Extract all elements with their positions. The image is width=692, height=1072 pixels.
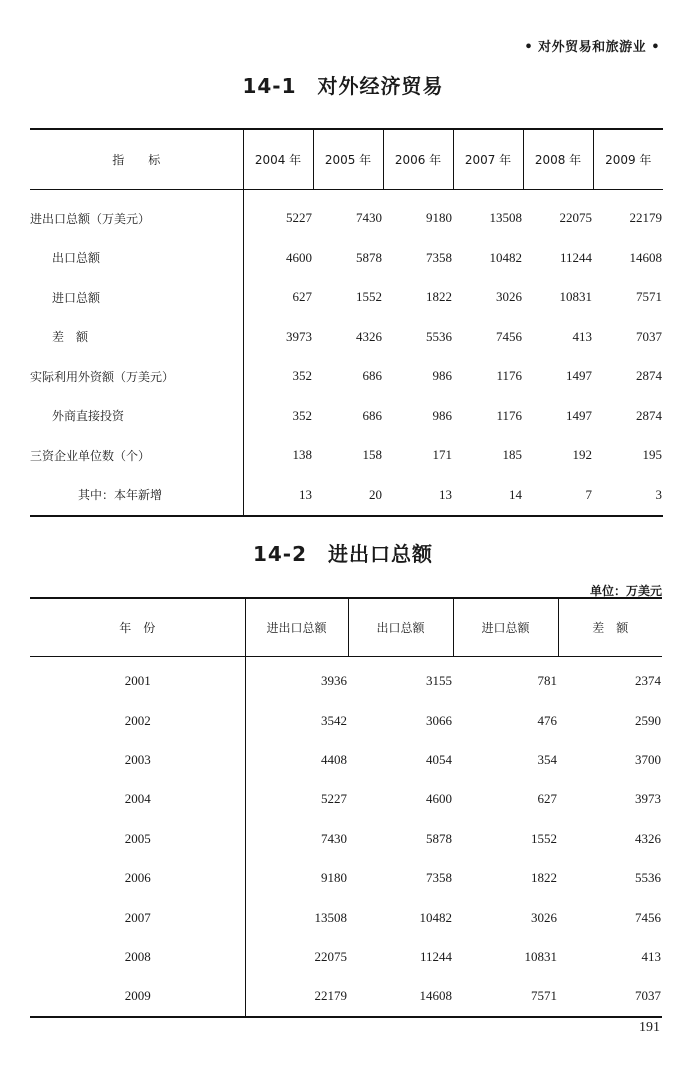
- cell-value: 1552: [531, 830, 557, 846]
- cell-value: 7456: [635, 909, 661, 925]
- year-header: 2005 年: [313, 129, 383, 189]
- table-row: [30, 357, 663, 397]
- cell-value: 3: [593, 475, 663, 516]
- row-label: 进口总额: [30, 278, 243, 318]
- import-export-table: [30, 597, 662, 1018]
- cell-value: 1497: [566, 368, 592, 384]
- cell-value: 3026: [531, 909, 557, 925]
- cell-value: 7358: [426, 870, 452, 886]
- cell-value: 2874: [636, 368, 662, 384]
- cell-value: 9180: [321, 870, 347, 886]
- cell-value: 2874: [636, 407, 662, 423]
- year-cell: 2006: [30, 858, 245, 897]
- table1-header-row: [30, 129, 663, 189]
- cell-value: 7430: [321, 830, 347, 846]
- cell-value: 2590: [635, 712, 661, 728]
- cell-value: 986: [432, 407, 452, 423]
- unit-label: 单位：万美元: [589, 584, 662, 598]
- cell-value: 4326: [635, 830, 661, 846]
- cell-value: 195: [642, 447, 662, 463]
- cell-value: 7430: [356, 210, 382, 226]
- table-row: [30, 396, 663, 436]
- cell-value: 627: [537, 791, 557, 807]
- table-row: [30, 740, 662, 779]
- cell-value: 413: [641, 948, 661, 964]
- cell-value: 986: [432, 368, 452, 384]
- cell-value: 686: [362, 407, 382, 423]
- cell-value: 171: [432, 447, 452, 463]
- cell-value: 4600: [426, 791, 452, 807]
- cell-value: 7571: [453, 977, 558, 1017]
- cell-value: 22179: [629, 210, 662, 226]
- cell-value: 7456: [496, 328, 522, 344]
- cell-value: 1176: [496, 407, 522, 423]
- cell-value: 14608: [629, 249, 662, 265]
- cell-value: 10831: [524, 948, 557, 964]
- cell-value: 5536: [426, 328, 452, 344]
- foreign-trade-table: [30, 128, 663, 517]
- table-row: [30, 977, 662, 1017]
- table-row: [30, 937, 662, 976]
- cell-value: 11244: [559, 249, 592, 265]
- cell-value: 5227: [321, 791, 347, 807]
- year-cell: 2002: [30, 701, 245, 740]
- cell-value: 1822: [531, 870, 557, 886]
- cell-value: 11244: [419, 948, 452, 964]
- cell-value: 1822: [426, 289, 452, 305]
- import-column-header: 进口总额: [453, 598, 558, 656]
- table-row: [30, 189, 663, 238]
- row-label: 进出口总额（万美元）: [30, 189, 243, 238]
- cell-value: 3155: [426, 673, 452, 689]
- cell-value: 3700: [635, 751, 661, 767]
- cell-value: 1552: [356, 289, 382, 305]
- table-row: [30, 819, 662, 858]
- table-row: [30, 701, 662, 740]
- cell-value: 5878: [356, 249, 382, 265]
- cell-value: 5878: [426, 830, 452, 846]
- balance-column-header: 差 额: [558, 598, 662, 656]
- cell-value: 4600: [286, 249, 312, 265]
- section-header: • 对外贸易和旅游业 •: [524, 40, 660, 55]
- table2-header-row: [30, 598, 662, 656]
- table-row: [30, 475, 663, 516]
- cell-value: 7358: [426, 249, 452, 265]
- table-row: [30, 858, 662, 897]
- row-label: 三资企业单位数（个）: [30, 436, 243, 476]
- row-label: 出口总额: [30, 238, 243, 278]
- table-row: [30, 278, 663, 318]
- table2-title: 14-2 进出口总额: [252, 542, 434, 566]
- cell-value: 4408: [321, 751, 347, 767]
- cell-value: 3542: [321, 712, 347, 728]
- cell-value: 413: [572, 328, 592, 344]
- cell-value: 13: [383, 475, 453, 516]
- cell-value: 1176: [496, 368, 522, 384]
- year-cell: 2004: [30, 780, 245, 819]
- cell-value: 7571: [636, 289, 662, 305]
- cell-value: 13: [243, 475, 313, 516]
- row-label: 实际利用外资额（万美元）: [30, 357, 243, 397]
- indicator-header: 指 标: [30, 129, 243, 189]
- cell-value: 5536: [635, 870, 661, 886]
- cell-value: 22075: [559, 210, 592, 226]
- cell-value: 352: [292, 368, 312, 384]
- cell-value: 354: [537, 751, 557, 767]
- cell-value: 352: [292, 407, 312, 423]
- cell-value: 3026: [496, 289, 522, 305]
- year-cell: 2009: [30, 977, 245, 1017]
- table1-title: 14-1 对外经济贸易: [242, 74, 444, 98]
- total-column-header: 进出口总额: [245, 598, 348, 656]
- cell-value: 476: [537, 712, 557, 728]
- cell-value: 158: [362, 447, 382, 463]
- cell-value: 3066: [426, 712, 452, 728]
- year-column-header: 年 份: [30, 598, 245, 656]
- table-row: [30, 436, 663, 476]
- cell-value: 22179: [245, 977, 348, 1017]
- cell-value: 14: [453, 475, 523, 516]
- table-row: [30, 656, 662, 701]
- cell-value: 627: [292, 289, 312, 305]
- cell-value: 138: [292, 447, 312, 463]
- year-header: 2007 年: [453, 129, 523, 189]
- year-cell: 2005: [30, 819, 245, 858]
- cell-value: 185: [502, 447, 522, 463]
- table-row: [30, 780, 662, 819]
- cell-value: 9180: [426, 210, 452, 226]
- cell-value: 7037: [636, 328, 662, 344]
- cell-value: 1497: [566, 407, 592, 423]
- year-cell: 2008: [30, 937, 245, 976]
- row-label: 外商直接投资: [30, 396, 243, 436]
- cell-value: 7: [523, 475, 593, 516]
- cell-value: 3973: [635, 791, 661, 807]
- page-number: 191: [639, 1020, 660, 1035]
- table-row: [30, 898, 662, 937]
- year-header: 2008 年: [523, 129, 593, 189]
- cell-value: 13508: [489, 210, 522, 226]
- cell-value: 10831: [559, 289, 592, 305]
- year-cell: 2007: [30, 898, 245, 937]
- cell-value: 22075: [314, 948, 347, 964]
- cell-value: 3936: [321, 673, 347, 689]
- year-cell: 2001: [30, 656, 245, 701]
- cell-value: 20: [313, 475, 383, 516]
- export-column-header: 出口总额: [348, 598, 453, 656]
- cell-value: 10482: [489, 249, 522, 265]
- cell-value: 192: [572, 447, 592, 463]
- cell-value: 2374: [635, 673, 661, 689]
- cell-value: 4054: [426, 751, 452, 767]
- table-row: [30, 238, 663, 278]
- year-header: 2006 年: [383, 129, 453, 189]
- cell-value: 5227: [286, 210, 312, 226]
- cell-value: 10482: [419, 909, 452, 925]
- year-header: 2009 年: [593, 129, 663, 189]
- cell-value: 4326: [356, 328, 382, 344]
- cell-value: 14608: [348, 977, 453, 1017]
- row-label: 差 额: [30, 317, 243, 357]
- year-header: 2004 年: [243, 129, 313, 189]
- cell-value: 3973: [286, 328, 312, 344]
- row-label: 其中：本年新增: [30, 475, 243, 516]
- cell-value: 686: [362, 368, 382, 384]
- year-cell: 2003: [30, 740, 245, 779]
- cell-value: 13508: [314, 909, 347, 925]
- table-row: [30, 317, 663, 357]
- cell-value: 7037: [558, 977, 662, 1017]
- cell-value: 781: [537, 673, 557, 689]
